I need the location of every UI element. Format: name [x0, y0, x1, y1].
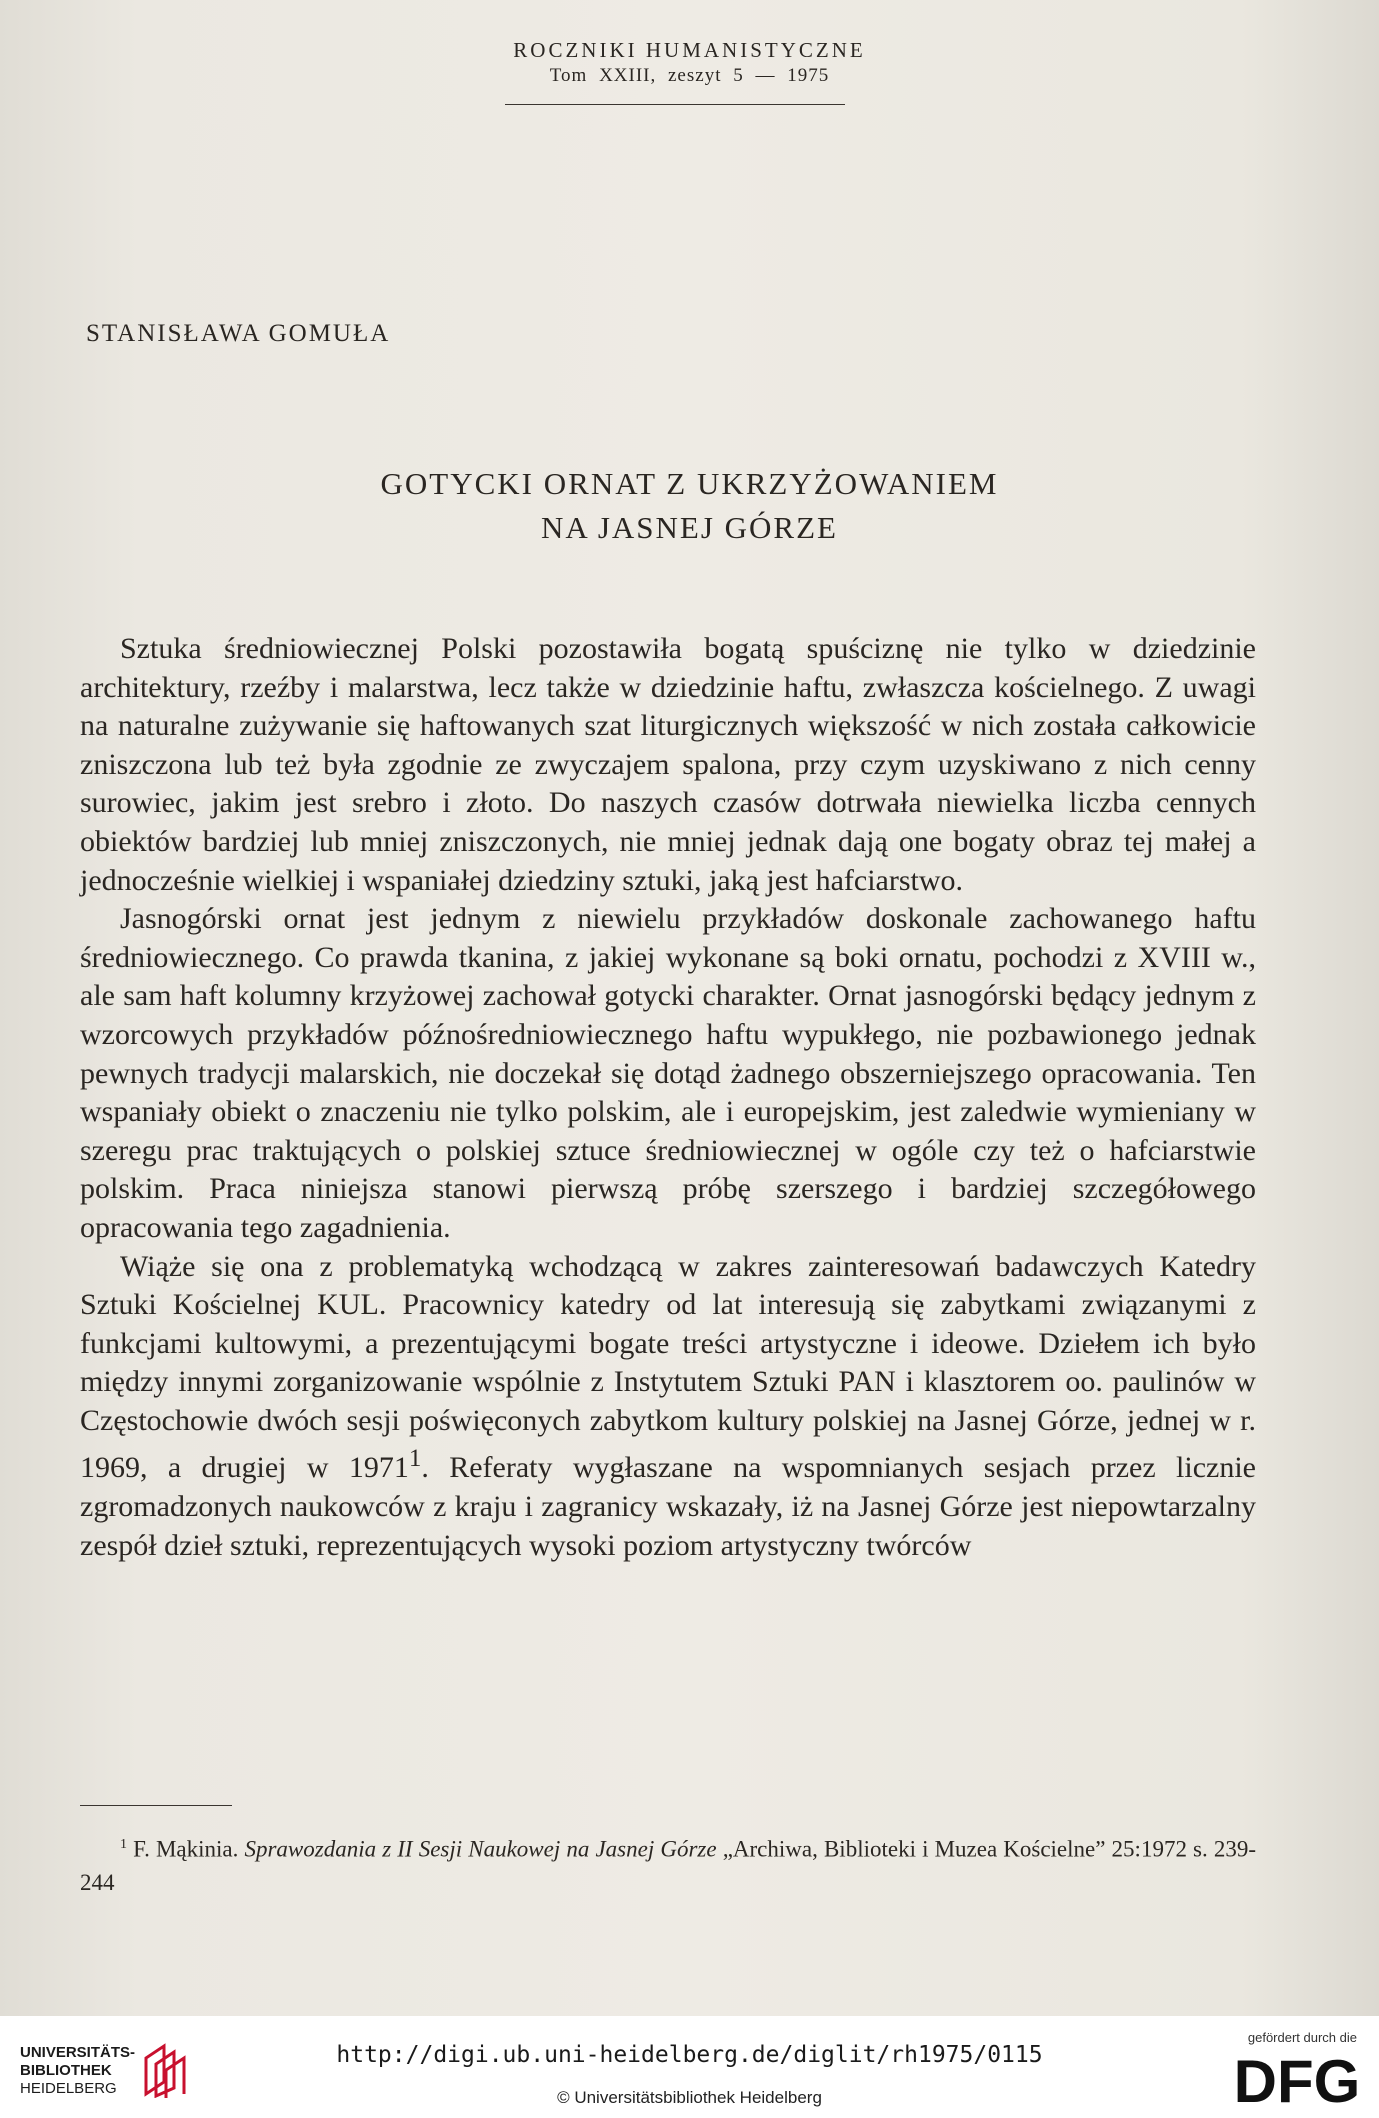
- footnote-author: F. Mąkinia.: [133, 1836, 239, 1862]
- library-line-1: UNIVERSITÄTS-: [20, 2044, 136, 2061]
- viewer-footer: [0, 2016, 1379, 2118]
- journal-issue: Tom XXIII, zeszyt 5 — 1975: [549, 65, 830, 86]
- library-line-2: BIBLIOTHEK: [20, 2062, 112, 2079]
- article-author: STANISŁAWA GOMUŁA: [86, 320, 391, 347]
- footnote-number: 1: [120, 1837, 127, 1852]
- paragraph-3-continuation: . Referaty wygłaszane na wspomnianych sesjach przez licznie zgromadzonych naukowców z kraju i zagranicy wskazały, iż na Jasnej Górze jest niepowtarzalny zespół dzieł sztuki, reprezentujących wysoki poziom artystyczny twórców: [80, 1451, 1256, 1562]
- paragraph-2: Jasnogórski ornat jest jednym z niewielu przykładów doskonale zachowanego haftu średniowiecznego. Co prawda tkanina, z jakiej wykonane są boki ornatu, pochodzi z XVIII w., ale sam haft kolumny krzyżowej zachował gotycki charakter. Ornat jasnogórski będący jednym z wzorcowych przykładów późnośredniowiecznego haftu wypukłego, nie pozbawionego jednak pewnych tradycji malarskich, nie doczekał się dotąd żadnego obszerniejszego opracowania. Ten wspaniały obiekt o znaczeniu nie tylko polskim, ale i europejskim, jest zaledwie wymieniany w szeregu prac traktujących o polskiej sztuce średniowiecznej w ogóle czy też o hafciarstwie polskim. Praca niniejsza stanowi pierwszą próbę szerszego i bardziej szczegółowego opracowania tego zagadnienia.: [80, 902, 1256, 1244]
- article-body: [80, 630, 1256, 1565]
- footnote-rule: [80, 1805, 232, 1806]
- footnote-reference: 1: [408, 1445, 422, 1473]
- dfg-logo-icon: [1233, 2048, 1361, 2110]
- dfg-logo-text: DFG: [1233, 2048, 1361, 2110]
- paragraph-1: Sztuka średniowiecznej Polski pozostawiła bogatą spuściznę nie tylko w dziedzinie architektury, rzeźby i malarstwa, lecz także w dziedzinie haftu, zwłaszcza kościelnego. Z uwagi na naturalne zużywanie się haftowanych szat liturgicznych większość w nich została całkowicie zniszczona lub też była zgodnie ze zwyczajem spalona, przy czym uzyskiwano z nich cenny surowiec, jakim jest srebro i złoto. Do naszych czasów dotrwała niewielka liczba cennych obiektów bardziej lub mniej zniszczonych, nie mniej jednak dają one bogaty obraz tej małej a jednocześnie wielkiej i wspaniałej dziedziny sztuki, jaką jest hafciarstwo.: [80, 632, 1256, 897]
- copyright-notice: © Universitätsbibliothek Heidelberg: [557, 2088, 822, 2107]
- permalink-url[interactable]: http://digi.ub.uni-heidelberg.de/diglit/rh1975/0115: [336, 2042, 1043, 2068]
- paragraph-3: [80, 1248, 1256, 1566]
- footnote-source: „Archiwa, Biblioteki i Muzea Kościelne” 25:1972 s. 239-244: [80, 1836, 1257, 1895]
- title-line-1: GOTYCKI ORNAT Z UKRZYŻOWANIEM: [380, 466, 999, 501]
- header-rule: [505, 104, 845, 105]
- library-line-3: HEIDELBERG: [20, 2080, 117, 2097]
- running-header: [0, 38, 1379, 87]
- footnote-title: Sprawozdania z II Sesji Naukowej na Jasnej Górze: [244, 1836, 717, 1862]
- title-line-2: NA JASNEJ GÓRZE: [541, 510, 838, 545]
- journal-title: ROCZNIKI HUMANISTYCZNE: [513, 38, 866, 62]
- article-title: [0, 462, 1379, 550]
- funding-note: gefördert durch die: [1247, 2030, 1357, 2045]
- paragraph-3-text: Wiąże się ona z problematyką wchodzącą w zakres zainteresowań badawczych Katedry Sztuki Kościelnej KUL. Pracownicy katedry od lat interesują się zabytkami związanymi z funkcjami kultowymi, a prezentującymi bogate treści artystyczne i ideowe. Dziełem ich było między innymi zorganizowanie wspólnie z Instytutem Sztuki PAN i klasztorem oo. paulinów w Częstochowie dwóch sesji poświęconych zabytkom kultury polskiej na Jasnej Górze, jednej w r. 1969, a drugiej w 1971: [80, 1249, 1256, 1485]
- footnote: [80, 1828, 1256, 1899]
